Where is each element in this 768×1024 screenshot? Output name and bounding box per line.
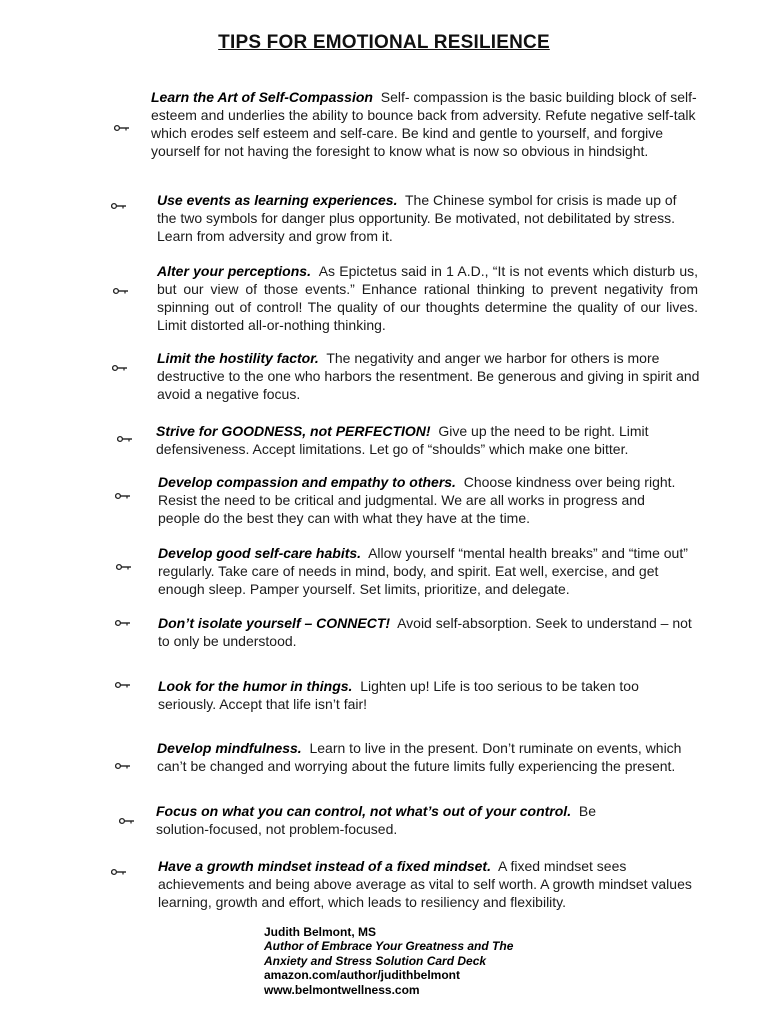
author-block — [264, 925, 513, 997]
tip-text — [156, 422, 696, 458]
tip-heading: Have a growth mindset instead of a fixed mindset. — [158, 858, 491, 874]
key-icon — [111, 202, 125, 210]
tip-text — [158, 857, 693, 911]
tip-heading: Limit the hostility factor. — [157, 350, 319, 366]
key-icon — [117, 435, 131, 443]
author-books-line-1: Author of Embrace Your Greatness and The — [264, 939, 514, 954]
tip-heading: Look for the humor in things. — [158, 678, 353, 694]
author-name: Judith Belmont, MS — [264, 925, 376, 939]
tip-body: Self- compassion is the basic building block of self-esteem and underlies the ability to bounce back from adversity. Refute negative self-talk which erodes self esteem and self-care. Be kind and gentle to yourself, and forgive yourself for not having the foresight to know what is now so obvious in hindsight. — [151, 89, 697, 159]
key-icon — [112, 364, 126, 372]
tip-text — [157, 262, 698, 334]
tip-text — [157, 739, 697, 775]
key-icon — [113, 287, 127, 295]
tip-body: Choose kindness over being right. Resist the need to be critical and judgmental. We are all works in progress and people do the best they can with what they have at the time. — [158, 474, 676, 526]
tip-body: Avoid self-absorption. Seek to understand – not to only be understood. — [158, 615, 692, 649]
tip-text — [157, 349, 702, 403]
tip-heading: Learn the Art of Self-Compassion — [151, 89, 373, 105]
tip-text — [158, 473, 688, 527]
tip-body: A fixed mindset sees achievements and being above average as vital to self worth. A growth mindset values learning, growth and effort, which leads to resiliency and flexibility. — [158, 858, 692, 910]
website-link[interactable]: www.belmontwellness.com — [264, 982, 420, 997]
key-icon — [115, 762, 129, 770]
key-icon — [115, 619, 129, 627]
tip-body: Learn to live in the present. Don’t ruminate on events, which can’t be changed and worrying about the future limits fully experiencing the present. — [157, 740, 682, 774]
key-icon — [116, 563, 130, 571]
tip-text — [156, 802, 646, 838]
tip-heading: Use events as learning experiences. — [157, 192, 398, 208]
tip-body: Give up the need to be right. Limit defensiveness. Accept limitations. Let go of “shoulds” which make one bitter. — [156, 423, 649, 457]
tip-text — [158, 544, 704, 598]
tip-heading: Strive for GOODNESS, not PERFECTION! — [156, 423, 431, 439]
tip-body: Be solution-focused, not problem-focused. — [156, 803, 596, 837]
key-icon — [111, 868, 125, 876]
page-title: TIPS FOR EMOTIONAL RESILIENCE — [218, 32, 550, 53]
key-icon — [114, 124, 128, 132]
tip-body: Allow yourself “mental health breaks” and “time out” regularly. Take care of needs in mind, body, and spirit. Eat well, exercise, and get enough sleep. Pamper yourself. Set limits, prioritize, and delegate. — [158, 545, 688, 597]
tip-text — [151, 88, 711, 160]
tip-heading: Develop mindfulness. — [157, 740, 302, 756]
tip-heading: Develop compassion and empathy to others. — [158, 474, 456, 490]
tip-text — [158, 677, 693, 713]
tip-text — [157, 191, 693, 245]
amazon-link[interactable]: amazon.com/author/judithbelmont — [264, 968, 461, 983]
tip-heading: Develop good self-care habits. — [158, 545, 362, 561]
tip-body: The Chinese symbol for crisis is made up of the two symbols for danger plus opportunity. Be motivated, not debilitated by stress. Learn from adversity and grow from it. — [157, 192, 677, 244]
key-icon — [115, 492, 129, 500]
key-icon — [119, 817, 133, 825]
key-icon — [115, 681, 129, 689]
tip-body: The negativity and anger we harbor for others is more destructive to the one who harbors the resentment. Be generous and giving in spirit and avoid a negative focus. — [157, 350, 700, 402]
tip-heading: Don’t isolate yourself – CONNECT! — [158, 615, 391, 631]
tip-body: Lighten up! Life is too serious to be taken too seriously. Accept that life isn’t fair! — [158, 678, 639, 712]
tip-body: As Epictetus said in 1 A.D., “It is not events which disturb us, but our view of those events.” Enhance rational thinking to prevent negativity from spinning out of control! The quality of our thoughts determine the quality of our lives. Limit distorted all-or-nothing thinking. — [157, 263, 698, 333]
author-books-line-2: Anxiety and Stress Solution Card Deck — [264, 953, 487, 968]
tip-heading: Alter your perceptions. — [157, 263, 311, 279]
tip-text — [158, 614, 703, 650]
tip-heading: Focus on what you can control, not what’s out of your control. — [156, 803, 572, 819]
